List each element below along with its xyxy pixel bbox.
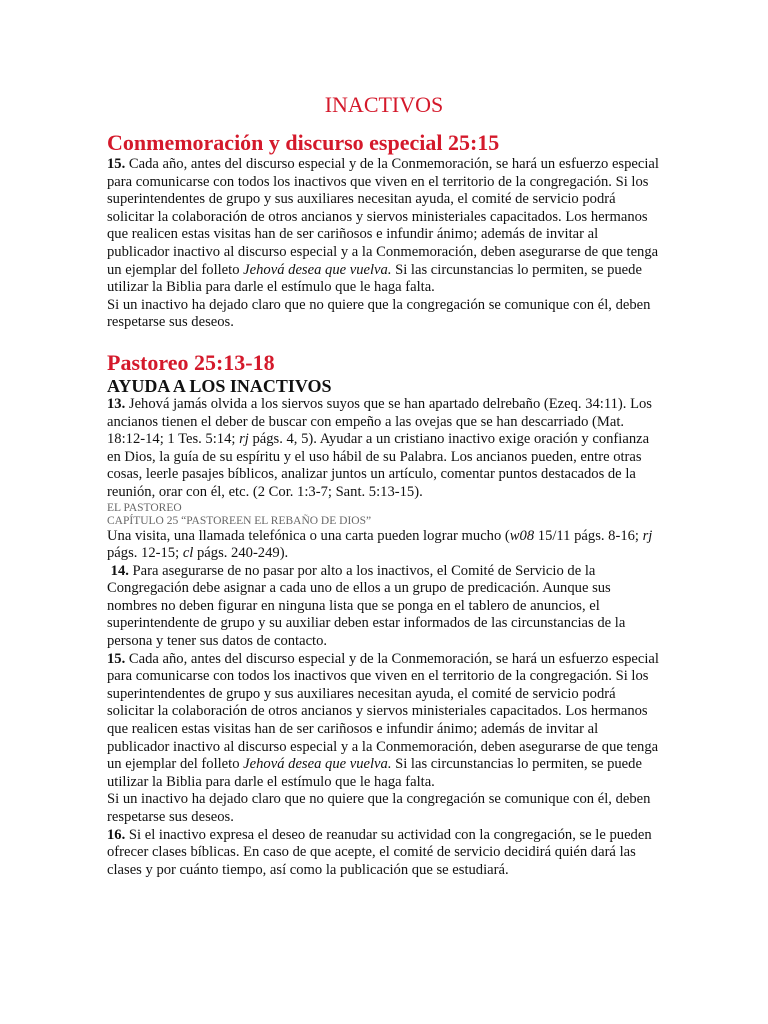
paragraph-text: Si el inactivo expresa el deseo de reanudar su actividad con la congregación, se le pueden ofrecer clases bíblicas. En caso de que acepte, el comité de servicio decidirá quién dará las clases y por cuánto tiempo, así como la publicación que se estudiará. [107, 826, 652, 878]
paragraph-15-second-followup: Si un inactivo ha dejado claro que no quiere que la congregación se comunique con él, deben respetarse sus deseos. [107, 791, 651, 825]
paragraph-number: 15. [107, 650, 126, 667]
paragraph-14 [107, 563, 659, 651]
paragraph-13 [107, 396, 659, 502]
publication-abbrev: rj [642, 527, 653, 544]
brochure-title: Jehová desea que vuelva. [243, 261, 392, 278]
chapter-label: CAPÍTULO 25 “PASTOREEN EL REBAÑO DE DIOS” [107, 514, 372, 527]
paragraph-number: 13. [107, 395, 126, 412]
paragraph-text: Jehová jamás olvida a los siervos suyos que se han apartado delrebaño (Ezeq. 34:11). Los ancianos tienen el deber de buscar con empeño a las ovejas que se han descarriado (Mat. 18:12-14; 1 Tes. 5:14; [107, 395, 652, 448]
publication-abbrev: w08 [509, 527, 535, 544]
paragraph-text: págs. 240-249). [193, 545, 289, 562]
paragraph-text: Si las circunstancias lo permiten, se puede utilizar la Biblia para darle el estímulo que le haga falta. [107, 261, 642, 296]
subheading-ayuda: AYUDA A LOS INACTIVOS [107, 375, 332, 396]
publication-abbrev: rj [239, 431, 249, 448]
publication-abbrev: cl [182, 545, 194, 562]
brochure-title: Jehová desea que vuelva. [243, 756, 392, 773]
paragraph-text: Una visita, una llamada telefónica o una carta pueden lograr mucho ( [107, 527, 510, 544]
section-heading-conmemoracion: Conmemoración y discurso especial 25:15 [107, 130, 500, 155]
paragraph-text: Para asegurarse de no pasar por alto a los inactivos, el Comité de Servicio de la Congregación debe asignar a cada uno de ellos a un grupo de predicación. Aunque sus nombres no deben figurar en ninguna lista que se ponga en el tablero de anuncios, el superintendente de grupo y su auxiliar deben estar informados de las circunstancias de la persona y tener sus datos de contacto. [107, 562, 626, 650]
paragraph-number: 15. [107, 156, 126, 172]
paragraph-16 [107, 827, 659, 880]
paragraph-text: Si las circunstancias lo permiten, se puede utilizar la Biblia para darle el estímulo que le haga falta. [107, 756, 642, 790]
section-heading-pastoreo: Pastoreo 25:13-18 [107, 349, 275, 375]
document-title: INACTIVOS [324, 92, 444, 117]
paragraph-text: Cada año, antes del discurso especial y de la Conmemoración, se hará un esfuerzo especial para comunicarse con todos los inactivos que viven en el territorio de la congregación. Si los superintendentes de grupo y sus auxiliares necesitan ayuda, el comité de servicio podrá solicitar la colaboración de otros ancianos y siervos ministeriales capacitados. Los hermanos que realicen estas visitas han de ser cariñosos e infundir ánimo; además de invitar al publicador inactivo al discurso especial y a la Conmemoración, deben asegurarse de que tenga un ejemplar del folleto [107, 650, 659, 773]
paragraph-number: 16. [107, 826, 126, 843]
paragraph-15-first [107, 156, 659, 297]
paragraph-text: págs. 12-15; [107, 545, 183, 562]
paragraph-text: Cada año, antes del discurso especial y de la Conmemoración, se hará un esfuerzo especial para comunicarse con todos los inactivos que viven en el territorio de la congregación. Si los superintendentes de grupo y sus auxiliares necesitan ayuda, el comité de servicio podrá solicitar la colaboración de otros ancianos y siervos ministeriales capacitados. Los hermanos que realicen estas visitas han de ser cariñosos e infundir ánimo; además de invitar al publicador inactivo al discurso especial y a la Conmemoración, deben asegurarse de que tenga un ejemplar del folleto [107, 156, 659, 278]
source-label: EL PASTOREO [107, 501, 182, 514]
paragraph-number: 14. [110, 562, 129, 579]
paragraph-text: págs. 4, 5). Ayudar a un cristiano inactivo exige oración y confianza en Dios, la guía de su espíritu y el uso hábil de su Palabra. Los ancianos pueden, entre otras cosas, leerle pasajes bíblicos, analizar juntos un artículo, comentar puntos destacados de la reunión, orar con él, etc. (2 Cor. 1:3-7; Sant. 5:13-15). [107, 431, 650, 500]
paragraph-text: 15/11 págs. 8-16; [534, 527, 643, 544]
paragraph-15-second [107, 651, 659, 792]
paragraph-15-followup: Si un inactivo ha dejado claro que no quiere que la congregación se comunique con él, deben respetarse sus deseos. [107, 296, 651, 331]
paragraph-visit [107, 528, 659, 563]
